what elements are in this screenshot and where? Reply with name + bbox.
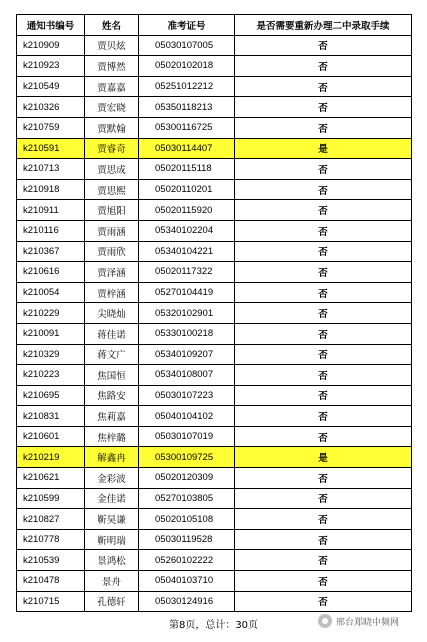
table-row xyxy=(17,76,412,97)
cell-name: 贾睿奇 xyxy=(85,138,139,159)
cell-notice-id: k210759 xyxy=(17,117,85,138)
cell-exam-number: 05030107005 xyxy=(139,35,235,56)
cell-name: 焦梓璐 xyxy=(85,426,139,447)
header-notice-id: 通知书编号 xyxy=(17,15,85,36)
cell-notice-id: k210695 xyxy=(17,385,85,406)
cell-name: 蒋文广 xyxy=(85,344,139,365)
cell-notice-id: k210601 xyxy=(17,426,85,447)
table-row xyxy=(17,509,412,530)
table-row xyxy=(17,488,412,509)
cell-notice-id: k210329 xyxy=(17,344,85,365)
cell-exam-number: 05020117322 xyxy=(139,262,235,283)
cell-notice-id: k210918 xyxy=(17,179,85,200)
table-row xyxy=(17,529,412,550)
table-row xyxy=(17,426,412,447)
cell-redo-required: 否 xyxy=(235,571,412,592)
table-row xyxy=(17,365,412,386)
table-row xyxy=(17,200,412,221)
header-exam-number: 准考证号 xyxy=(139,15,235,36)
cell-redo-required: 否 xyxy=(235,385,412,406)
cell-notice-id: k210911 xyxy=(17,200,85,221)
cell-exam-number: 05030107223 xyxy=(139,385,235,406)
cell-notice-id: k210923 xyxy=(17,56,85,77)
table-row xyxy=(17,282,412,303)
table-row xyxy=(17,97,412,118)
cell-redo-required: 否 xyxy=(235,200,412,221)
cell-redo-required: 否 xyxy=(235,468,412,489)
cell-notice-id: k210539 xyxy=(17,550,85,571)
table-row xyxy=(17,117,412,138)
cell-exam-number: 05270104419 xyxy=(139,282,235,303)
cell-notice-id: k210219 xyxy=(17,447,85,468)
cell-exam-number: 05020115118 xyxy=(139,159,235,180)
table-row xyxy=(17,241,412,262)
cell-notice-id: k210621 xyxy=(17,468,85,489)
table-row xyxy=(17,56,412,77)
cell-name: 贾思成 xyxy=(85,159,139,180)
cell-name: 贾雨欣 xyxy=(85,241,139,262)
cell-name: 贾梓涵 xyxy=(85,282,139,303)
cell-exam-number: 05340102204 xyxy=(139,220,235,241)
cell-name: 焦路安 xyxy=(85,385,139,406)
cell-notice-id: k210229 xyxy=(17,303,85,324)
cell-redo-required: 否 xyxy=(235,344,412,365)
cell-name: 贾默翰 xyxy=(85,117,139,138)
cell-notice-id: k210831 xyxy=(17,406,85,427)
table-row xyxy=(17,344,412,365)
cell-name: 景鸿松 xyxy=(85,550,139,571)
cell-redo-required: 否 xyxy=(235,550,412,571)
cell-redo-required: 否 xyxy=(235,282,412,303)
watermark xyxy=(318,610,399,632)
cell-name: 焦莉嘉 xyxy=(85,406,139,427)
table-row xyxy=(17,35,412,56)
cell-redo-required: 是 xyxy=(235,138,412,159)
header-redo-required: 是否需要重新办理二中录取手续 xyxy=(235,15,412,36)
cell-exam-number: 05350118213 xyxy=(139,97,235,118)
table-row xyxy=(17,323,412,344)
watermark-text: 邢台郑晓中频网 xyxy=(336,617,400,628)
cell-name: 靳昊谦 xyxy=(85,509,139,530)
cell-notice-id: k210326 xyxy=(17,97,85,118)
table-row xyxy=(17,138,412,159)
wechat-logo-icon xyxy=(318,614,332,628)
cell-exam-number: 05040103710 xyxy=(139,571,235,592)
cell-redo-required: 否 xyxy=(235,426,412,447)
table-row xyxy=(17,468,412,489)
cell-exam-number: 05030114407 xyxy=(139,138,235,159)
cell-notice-id: k210478 xyxy=(17,571,85,592)
table-row xyxy=(17,447,412,468)
cell-exam-number: 05020102018 xyxy=(139,56,235,77)
cell-redo-required: 否 xyxy=(235,76,412,97)
cell-exam-number: 05040104102 xyxy=(139,406,235,427)
cell-name: 金彩波 xyxy=(85,468,139,489)
table-row xyxy=(17,385,412,406)
cell-name: 蒋佳诺 xyxy=(85,323,139,344)
document-sheet xyxy=(16,14,411,612)
cell-redo-required: 否 xyxy=(235,117,412,138)
cell-name: 贾博然 xyxy=(85,56,139,77)
cell-exam-number: 05020115920 xyxy=(139,200,235,221)
cell-notice-id: k210054 xyxy=(17,282,85,303)
cell-notice-id: k210223 xyxy=(17,365,85,386)
cell-name: 尖晓灿 xyxy=(85,303,139,324)
cell-name: 景舟 xyxy=(85,571,139,592)
table-row xyxy=(17,550,412,571)
cell-notice-id: k210599 xyxy=(17,488,85,509)
cell-name: 贾贝炫 xyxy=(85,35,139,56)
cell-redo-required: 否 xyxy=(235,97,412,118)
cell-name: 贾雨涵 xyxy=(85,220,139,241)
cell-notice-id: k210827 xyxy=(17,509,85,530)
cell-exam-number: 05030124916 xyxy=(139,591,235,612)
cell-name: 贾泽涵 xyxy=(85,262,139,283)
cell-exam-number: 05320102901 xyxy=(139,303,235,324)
cell-redo-required: 是 xyxy=(235,447,412,468)
table-row xyxy=(17,220,412,241)
cell-name: 贾嘉嘉 xyxy=(85,76,139,97)
cell-exam-number: 05300109725 xyxy=(139,447,235,468)
cell-redo-required: 否 xyxy=(235,262,412,283)
table-header-row xyxy=(17,15,412,36)
cell-exam-number: 05330100218 xyxy=(139,323,235,344)
cell-name: 焦国恒 xyxy=(85,365,139,386)
cell-notice-id: k210713 xyxy=(17,159,85,180)
cell-redo-required: 否 xyxy=(235,529,412,550)
cell-exam-number: 05270103805 xyxy=(139,488,235,509)
cell-name: 贾旭阳 xyxy=(85,200,139,221)
cell-notice-id: k210549 xyxy=(17,76,85,97)
cell-exam-number: 05030107019 xyxy=(139,426,235,447)
page-footer: 第8页，总计：30页 xyxy=(168,620,259,631)
cell-name: 解鑫冉 xyxy=(85,447,139,468)
cell-redo-required: 否 xyxy=(235,509,412,530)
cell-name: 贾思熙 xyxy=(85,179,139,200)
table-row xyxy=(17,159,412,180)
table-row xyxy=(17,591,412,612)
cell-name: 贾宏晓 xyxy=(85,97,139,118)
table-row xyxy=(17,571,412,592)
cell-redo-required: 否 xyxy=(235,220,412,241)
cell-exam-number: 05020110201 xyxy=(139,179,235,200)
cell-redo-required: 否 xyxy=(235,35,412,56)
cell-notice-id: k210591 xyxy=(17,138,85,159)
table-row xyxy=(17,179,412,200)
cell-redo-required: 否 xyxy=(235,488,412,509)
cell-notice-id: k210616 xyxy=(17,262,85,283)
cell-exam-number: 05340109207 xyxy=(139,344,235,365)
header-name: 姓名 xyxy=(85,15,139,36)
cell-notice-id: k210909 xyxy=(17,35,85,56)
table-row xyxy=(17,262,412,283)
cell-exam-number: 05020105108 xyxy=(139,509,235,530)
cell-redo-required: 否 xyxy=(235,159,412,180)
cell-redo-required: 否 xyxy=(235,241,412,262)
cell-exam-number: 05340104221 xyxy=(139,241,235,262)
cell-exam-number: 05030119528 xyxy=(139,529,235,550)
cell-exam-number: 05340108007 xyxy=(139,365,235,386)
cell-exam-number: 05300116725 xyxy=(139,117,235,138)
cell-notice-id: k210116 xyxy=(17,220,85,241)
table-row xyxy=(17,406,412,427)
cell-exam-number: 05251012212 xyxy=(139,76,235,97)
cell-redo-required: 否 xyxy=(235,591,412,612)
cell-notice-id: k210091 xyxy=(17,323,85,344)
cell-redo-required: 否 xyxy=(235,56,412,77)
cell-exam-number: 05260102222 xyxy=(139,550,235,571)
cell-exam-number: 05020120309 xyxy=(139,468,235,489)
cell-redo-required: 否 xyxy=(235,406,412,427)
cell-redo-required: 否 xyxy=(235,303,412,324)
cell-redo-required: 否 xyxy=(235,365,412,386)
cell-redo-required: 否 xyxy=(235,323,412,344)
cell-name: 金佳诺 xyxy=(85,488,139,509)
cell-name: 孔德轩 xyxy=(85,591,139,612)
cell-name: 靳明瑞 xyxy=(85,529,139,550)
admission-table xyxy=(16,14,412,612)
cell-notice-id: k210778 xyxy=(17,529,85,550)
cell-redo-required: 否 xyxy=(235,179,412,200)
table-row xyxy=(17,303,412,324)
cell-notice-id: k210715 xyxy=(17,591,85,612)
cell-notice-id: k210367 xyxy=(17,241,85,262)
